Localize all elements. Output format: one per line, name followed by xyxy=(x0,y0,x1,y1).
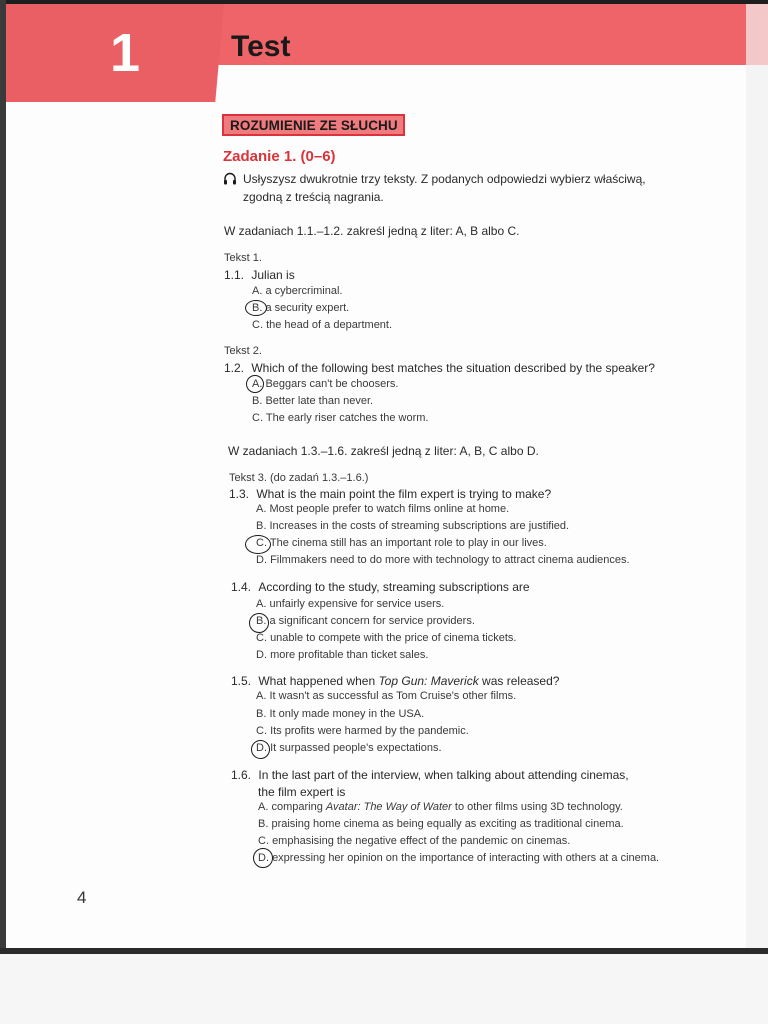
q1-2-option-c[interactable] xyxy=(252,412,428,424)
option-letter: C. xyxy=(256,537,267,549)
option-letter: A. xyxy=(256,690,267,702)
q1-4-option-b[interactable] xyxy=(256,615,475,627)
question-1-2 xyxy=(224,361,655,375)
option-text: expressing her opinion on the importance of interacting with others at a cinema. xyxy=(272,852,660,864)
question-1-6-line2: the film expert is xyxy=(258,785,346,799)
text-3-label: Tekst 3. (do zadań 1.3.–1.6.) xyxy=(229,472,369,484)
option-text: more profitable than ticket sales. xyxy=(270,649,429,661)
option-letter: D. xyxy=(258,852,269,864)
question-1-4 xyxy=(231,580,530,594)
question-stem: Which of the following best matches the situation described by the speaker? xyxy=(251,361,655,375)
option-letter: B. xyxy=(256,520,267,532)
option-letter: C. xyxy=(258,835,269,847)
option-text: a security expert. xyxy=(265,302,350,314)
option-text: The cinema still has an important role to play in our lives. xyxy=(269,537,547,549)
task-heading: Zadanie 1. (0–6) xyxy=(223,148,336,165)
answer-circle-mark xyxy=(251,740,270,759)
question-1-1 xyxy=(224,268,295,282)
question-stem-start: What happened when xyxy=(258,674,379,688)
option-text: unable to compete with the price of cinema tickets. xyxy=(270,632,517,644)
part-a-instruction: W zadaniach 1.1.–1.2. zakreśl jedną z liter: A, B albo C. xyxy=(224,224,520,238)
option-letter: A. xyxy=(256,598,267,610)
question-number: 1.3. xyxy=(229,487,250,501)
scan-right-strip xyxy=(746,4,768,948)
option-text: Better late than never. xyxy=(265,395,374,407)
question-1-6 xyxy=(231,768,629,782)
text-1-label: Tekst 1. xyxy=(224,252,262,264)
option-text: The early riser catches the worm. xyxy=(265,412,429,424)
section-label: ROZUMIENIE ZE SŁUCHU xyxy=(222,114,405,136)
q1-1-option-c[interactable] xyxy=(252,319,392,331)
question-number: 1.1. xyxy=(224,268,245,282)
option-text: Filmmakers need to do more with technology to attract cinema audiences. xyxy=(270,554,630,566)
question-1-5 xyxy=(231,674,559,688)
q1-1-option-a[interactable] xyxy=(252,285,343,297)
question-number: 1.4. xyxy=(231,580,252,594)
chapter-number: 1 xyxy=(110,23,141,83)
option-letter: B. xyxy=(256,708,267,720)
q1-4-option-c[interactable] xyxy=(256,632,516,644)
question-stem-film-title: Top Gun: Maverick xyxy=(378,674,479,688)
answer-circle-mark xyxy=(245,535,271,554)
question-stem-end: was released? xyxy=(478,674,560,688)
q1-2-option-b[interactable] xyxy=(252,395,373,407)
option-letter: D. xyxy=(256,554,267,566)
option-text: It only made money in the USA. xyxy=(269,708,425,720)
question-number: 1.2. xyxy=(224,361,245,375)
answer-circle-mark xyxy=(253,848,273,868)
option-letter: C. xyxy=(256,632,267,644)
option-letter: C. xyxy=(252,412,263,424)
option-text: praising home cinema as being equally as exciting as traditional cinema. xyxy=(271,818,624,830)
option-letter: B. xyxy=(252,395,263,407)
option-text-start: comparing xyxy=(271,801,326,813)
option-letter: B. xyxy=(252,302,263,314)
q1-5-option-d[interactable] xyxy=(256,742,442,754)
option-text-end: to other films using 3D technology. xyxy=(451,801,623,813)
scan-background xyxy=(0,954,768,1024)
option-letter: C. xyxy=(256,725,267,737)
option-letter: D. xyxy=(256,742,267,754)
option-text: Increases in the costs of streaming subscriptions are justified. xyxy=(269,520,570,532)
q1-2-option-a[interactable] xyxy=(252,378,398,390)
question-stem: What is the main point the film expert is trying to make? xyxy=(256,487,552,501)
text-2-label: Tekst 2. xyxy=(224,345,262,357)
task-instruction-line1: Usłyszysz dwukrotnie trzy teksty. Z podanych odpowiedzi wybierz właściwą, xyxy=(243,172,646,186)
q1-3-option-d[interactable] xyxy=(256,554,630,566)
answer-circle-mark xyxy=(249,613,269,633)
option-text: a cybercriminal. xyxy=(265,285,343,297)
question-1-3 xyxy=(229,487,551,501)
page-number: 4 xyxy=(77,888,87,907)
question-stem: Julian is xyxy=(251,268,295,282)
option-letter: A. xyxy=(258,801,269,813)
answer-circle-mark xyxy=(246,375,264,393)
header-band-edge xyxy=(746,4,768,65)
q1-5-option-c[interactable] xyxy=(256,725,469,737)
option-letter: C. xyxy=(252,319,263,331)
q1-6-option-d[interactable] xyxy=(258,852,659,864)
option-text: the head of a department. xyxy=(266,319,393,331)
q1-5-option-b[interactable] xyxy=(256,708,424,720)
option-letter: D. xyxy=(256,649,267,661)
option-letter: A. xyxy=(256,503,267,515)
option-letter: A. xyxy=(252,378,263,390)
q1-4-option-a[interactable] xyxy=(256,598,444,610)
question-stem: In the last part of the interview, when talking about attending cinemas, xyxy=(258,768,629,782)
option-text: unfairly expensive for service users. xyxy=(269,598,445,610)
task-instruction-line2: zgodną z treścią nagrania. xyxy=(243,190,384,204)
option-text: Its profits were harmed by the pandemic. xyxy=(270,725,469,737)
headphones-icon xyxy=(223,172,237,185)
option-letter: B. xyxy=(258,818,269,830)
option-text: a significant concern for service providers. xyxy=(269,615,475,627)
q1-6-option-b[interactable] xyxy=(258,818,624,830)
option-text: Beggars can't be choosers. xyxy=(265,378,399,390)
q1-3-option-b[interactable] xyxy=(256,520,569,532)
q1-6-option-a[interactable] xyxy=(258,801,623,813)
option-letter: B. xyxy=(256,615,267,627)
option-text: It surpassed people's expectations. xyxy=(270,742,442,754)
option-text: emphasising the negative effect of the pandemic on cinemas. xyxy=(272,835,571,847)
page-title: Test xyxy=(231,30,291,63)
option-letter: A. xyxy=(252,285,263,297)
option-text: Most people prefer to watch films online at home. xyxy=(269,503,510,515)
scan-edge-left xyxy=(0,0,6,960)
q1-5-option-a[interactable] xyxy=(256,690,516,702)
option-film-title: Avatar: The Way of Water xyxy=(325,801,452,813)
question-number: 1.6. xyxy=(231,768,252,782)
part-b-instruction: W zadaniach 1.3.–1.6. zakreśl jedną z liter: A, B, C albo D. xyxy=(228,444,539,458)
option-text: It wasn't as successful as Tom Cruise's other films. xyxy=(269,690,517,702)
q1-6-option-c[interactable] xyxy=(258,835,570,847)
question-number: 1.5. xyxy=(231,674,252,688)
q1-4-option-d[interactable] xyxy=(256,649,428,661)
question-stem: According to the study, streaming subscriptions are xyxy=(258,580,530,594)
q1-3-option-c[interactable] xyxy=(256,537,547,549)
q1-3-option-a[interactable] xyxy=(256,503,509,515)
answer-circle-mark xyxy=(245,300,267,316)
